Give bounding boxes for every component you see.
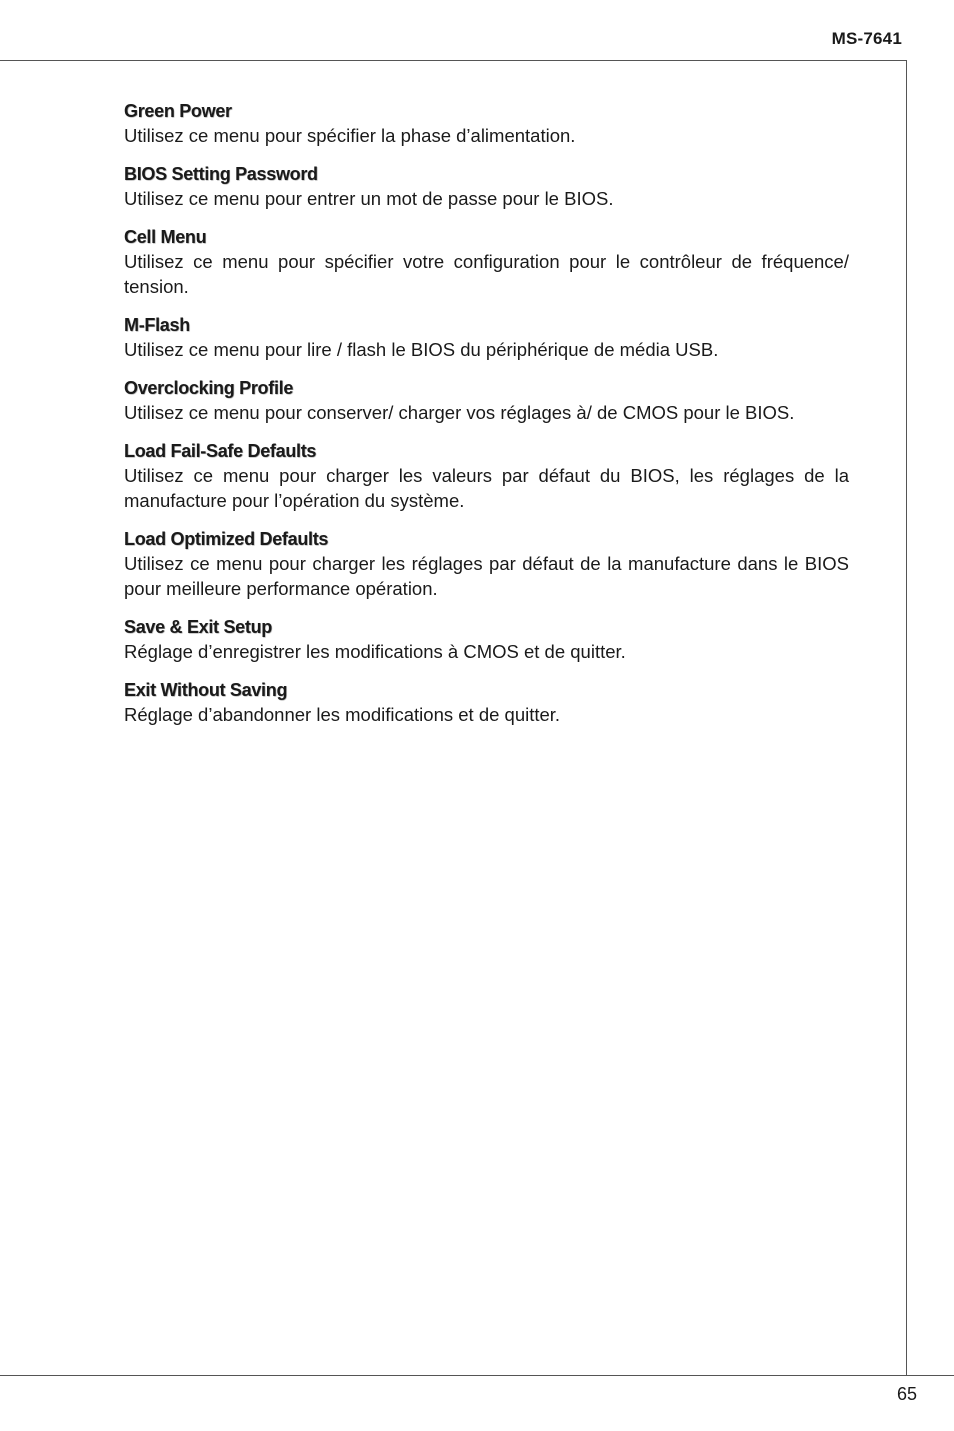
entry-title: BIOS Setting Password: [124, 164, 318, 184]
entry-cell-menu: [124, 225, 849, 299]
menu-description-list: [124, 99, 849, 741]
entry-description: Utilisez ce menu pour charger les réglages par défaut de la manufacture dans le BIOS pour meilleure performance opération.: [124, 553, 849, 599]
entry-title: Save & Exit Setup: [124, 617, 272, 637]
entry-description: Utilisez ce menu pour conserver/ charger vos réglages à/ de CMOS pour le BIOS.: [124, 402, 795, 423]
entry-save-exit-setup: [124, 615, 849, 664]
entry-title: Overclocking Profile: [124, 378, 294, 398]
entry-title: Load Optimized Defaults: [124, 529, 329, 549]
entry-description: Utilisez ce menu pour charger les valeurs par défaut du BIOS, les réglages de la manufacture pour l’opération du système.: [124, 465, 849, 511]
entry-exit-without-saving: [124, 678, 849, 727]
entry-description: Utilisez ce menu pour spécifier la phase d’alimentation.: [124, 125, 576, 146]
entry-title: Exit Without Saving: [124, 680, 288, 700]
entry-title: Green Power: [124, 101, 232, 121]
entry-description: Utilisez ce menu pour entrer un mot de passe pour le BIOS.: [124, 188, 614, 209]
entry-load-fail-safe-defaults: [124, 439, 849, 513]
footer-rule: [0, 1375, 954, 1376]
page-number: 65: [896, 1384, 917, 1404]
header-rule: [0, 60, 907, 61]
entry-load-optimized-defaults: [124, 527, 849, 601]
entry-m-flash: [124, 313, 849, 362]
entry-green-power: [124, 99, 849, 148]
entry-title: Load Fail-Safe Defaults: [124, 441, 317, 461]
entry-description: Réglage d’enregistrer les modifications à CMOS et de quitter.: [124, 641, 626, 662]
entry-overclocking-profile: [124, 376, 849, 425]
entry-description: Utilisez ce menu pour spécifier votre configuration pour le contrôleur de fréquence/ tension.: [124, 251, 849, 297]
entry-title: Cell Menu: [124, 227, 207, 247]
entry-description: Utilisez ce menu pour lire / flash le BIOS du périphérique de média USB.: [124, 339, 719, 360]
entry-description: Réglage d’abandonner les modifications et de quitter.: [124, 704, 561, 725]
margin-rule: [906, 60, 907, 1376]
entry-bios-setting-password: [124, 162, 849, 211]
entry-title: M-Flash: [124, 315, 190, 335]
model-number: MS-7641: [831, 29, 902, 48]
